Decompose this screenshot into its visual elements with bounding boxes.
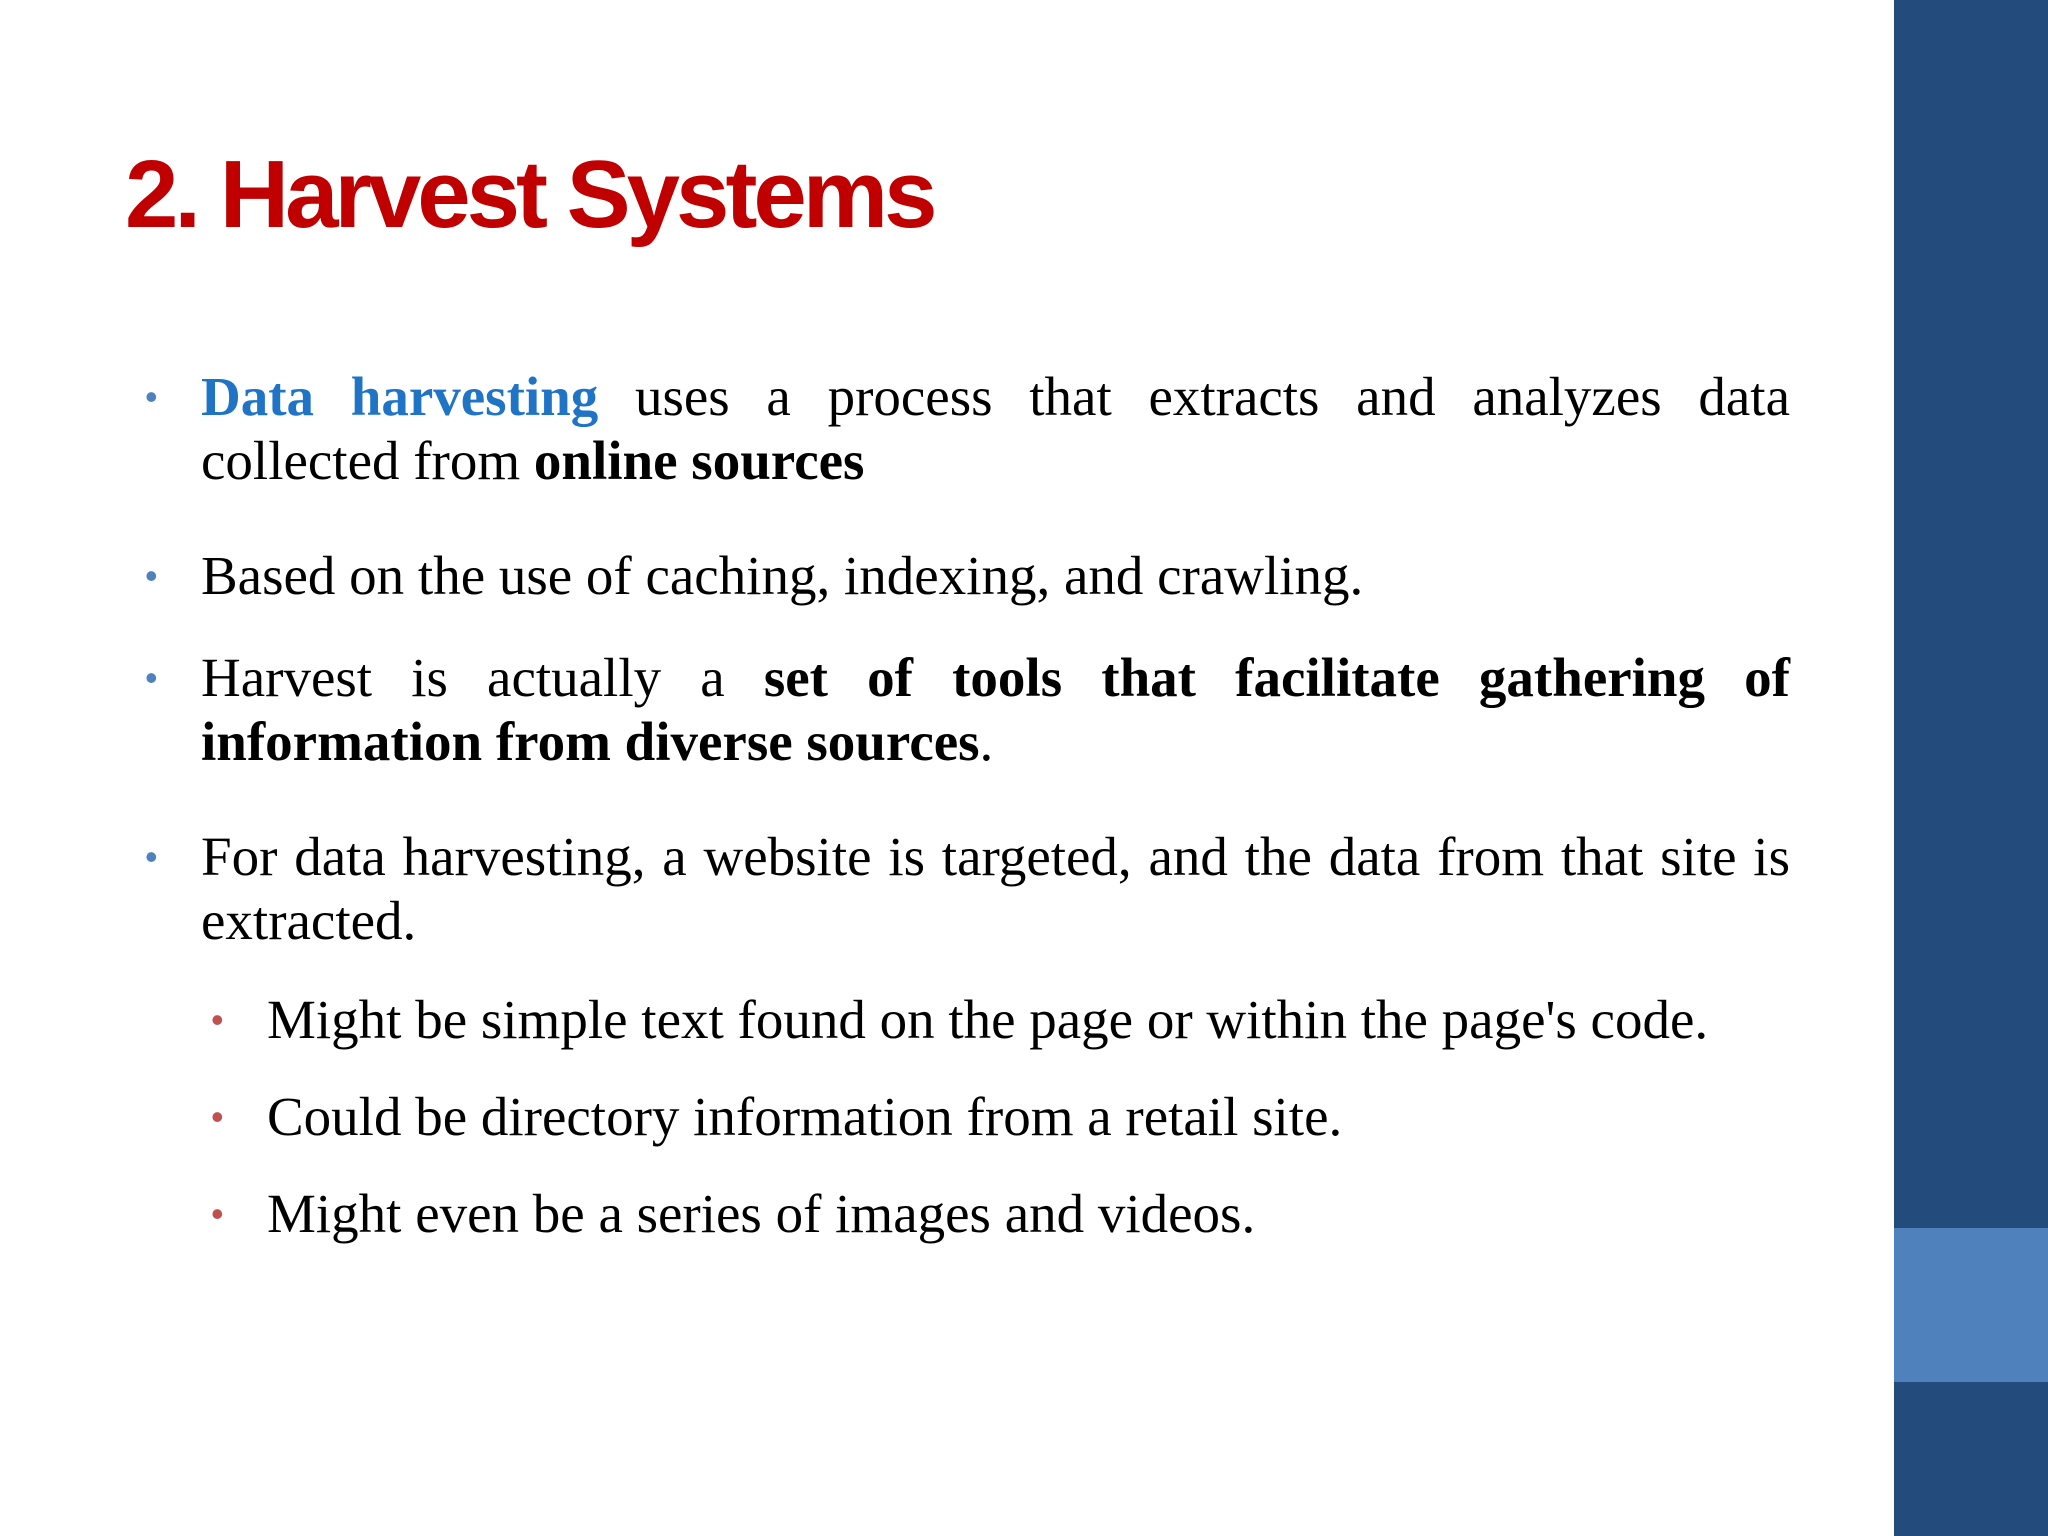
bullet-item-harvest-tools — [145, 646, 1790, 774]
sub-bullet-dot-icon: • — [211, 999, 224, 1040]
sub-bullet-text: Could be directory information from a retail site. — [267, 1086, 1343, 1147]
bullet-text: uses a process that extracts and analyzes data collected from — [201, 366, 1790, 491]
sub-bullet-text: Might be simple text found on the page or within the page's code. — [267, 989, 1709, 1050]
bullet-item-data-harvesting — [145, 365, 1790, 493]
bold-phrase: online sources — [533, 430, 865, 491]
bullet-text: Based on the use of caching, indexing, and crawling. — [201, 545, 1364, 606]
bullet-item-caching — [145, 544, 1790, 608]
sub-bullet-item — [211, 1182, 1790, 1246]
bullet-tail: . — [979, 711, 994, 772]
sub-bullet-dot-icon: • — [211, 1096, 224, 1137]
bullet-dot-icon: • — [145, 836, 158, 877]
sub-bullet-item — [211, 988, 1790, 1052]
sub-bullet-item — [211, 1085, 1790, 1149]
sidebar-accent-block — [1894, 1228, 2048, 1382]
sub-bullet-text: Might even be a series of images and videos. — [267, 1183, 1256, 1244]
bullet-dot-icon: • — [145, 555, 158, 596]
bullet-dot-icon: • — [145, 376, 158, 417]
bullet-text: For data harvesting, a website is targeted, and the data from that site is extracted. — [201, 826, 1790, 951]
slide-title: 2. Harvest Systems — [125, 141, 934, 248]
highlight-term: Data harvesting — [201, 366, 599, 427]
bullet-text: Harvest is actually a — [201, 647, 764, 708]
sub-bullet-dot-icon: • — [211, 1193, 224, 1234]
sub-bullet-list — [145, 988, 1790, 1246]
bullet-dot-icon: • — [145, 657, 158, 698]
bullet-item-website-targeted — [145, 825, 1790, 953]
bullet-list — [145, 365, 1790, 1279]
bold-phrase: set of tools that facilitate gathering of information from diverse sources — [201, 647, 1790, 772]
